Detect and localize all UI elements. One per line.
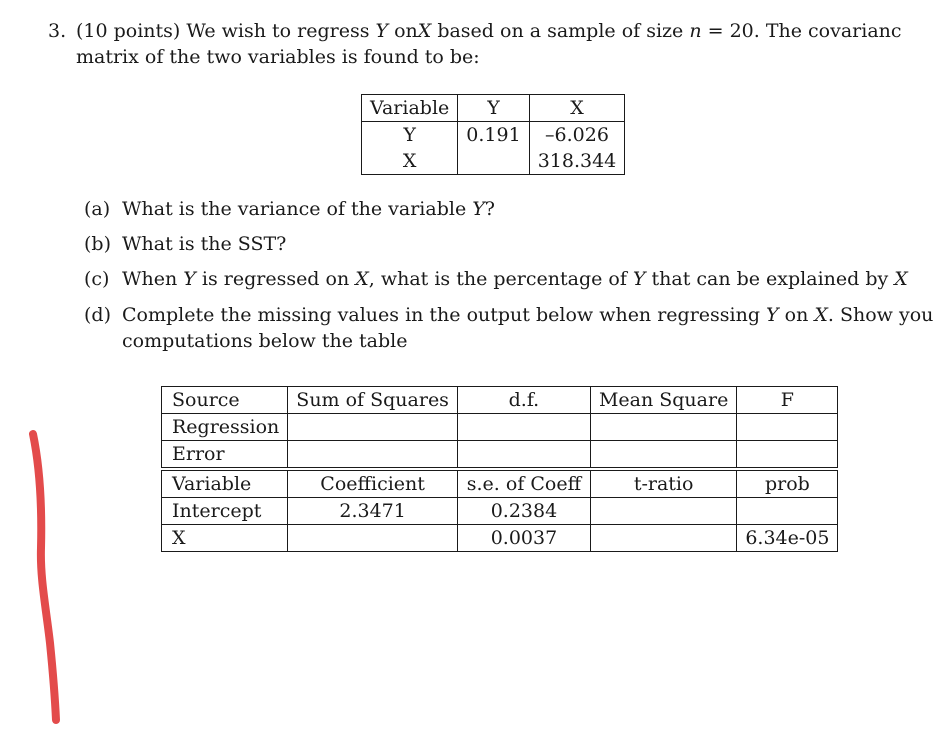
part-label: (d) (84, 304, 111, 326)
coef-cell (590, 498, 736, 525)
question-number: 3. (48, 20, 67, 42)
coef-cell: 0.2384 (457, 498, 590, 525)
part-text: Complete the missing values in the output below when regressing (122, 304, 767, 326)
anova-cell (590, 441, 736, 470)
anova-cell: Error (162, 441, 288, 470)
cov-header-cell: Y (458, 95, 529, 122)
cov-cell (458, 148, 529, 175)
math-var: Y (183, 268, 196, 290)
math-var: X (417, 20, 432, 42)
part-a (84, 196, 495, 222)
anova-cell (737, 414, 838, 441)
covariance-table (361, 94, 625, 175)
math-var: X (355, 268, 369, 290)
anova-header-cell: F (737, 387, 838, 414)
coef-cell: X (162, 525, 288, 552)
part-b (84, 231, 286, 257)
part-text: that can be explained by (645, 268, 895, 290)
coef-row (162, 498, 838, 525)
coef-row (162, 525, 838, 552)
anova-header-cell: Sum of Squares (288, 387, 458, 414)
covariance-row (362, 122, 625, 149)
anova-header-cell: Mean Square (590, 387, 736, 414)
math-var: X (894, 268, 908, 290)
coef-cell (288, 525, 458, 552)
part-label: (c) (84, 268, 110, 290)
anova-cell (457, 414, 590, 441)
part-text: is regressed on (195, 268, 356, 290)
anova-header-cell: Source (162, 387, 288, 414)
part-label: (b) (84, 233, 111, 255)
marker-path (33, 434, 56, 720)
question-text: based on a sample of size (431, 20, 690, 42)
coef-cell: 6.34e-05 (737, 525, 838, 552)
red-marker-stroke (22, 428, 72, 728)
covariance-row (362, 148, 625, 175)
anova-cell (288, 441, 458, 470)
question-text: on (388, 20, 418, 42)
cov-cell: –6.026 (529, 122, 625, 149)
part-d-line-2: computations below the table (122, 330, 408, 352)
part-text: . Show you (827, 304, 933, 326)
coef-header-cell: s.e. of Coeff (457, 469, 590, 498)
anova-header-row (162, 387, 838, 414)
part-text: ? (484, 198, 495, 220)
cov-cell: 318.344 (529, 148, 625, 175)
part-text: on (778, 304, 815, 326)
coef-cell: 2.3471 (288, 498, 458, 525)
part-text: What is the variance of the variable (122, 198, 473, 220)
math-var: n (689, 20, 702, 42)
cov-cell: 0.191 (458, 122, 529, 149)
anova-cell (288, 414, 458, 441)
anova-row (162, 414, 838, 441)
cov-cell: Y (362, 122, 458, 149)
anova-row (162, 441, 838, 470)
coef-header-row (162, 469, 838, 498)
coef-header-cell: Variable (162, 469, 288, 498)
anova-cell (737, 441, 838, 470)
cov-header-cell: Variable (362, 95, 458, 122)
coef-cell (737, 498, 838, 525)
math-var: Y (375, 20, 389, 42)
part-d (84, 302, 933, 328)
cov-cell: X (362, 148, 458, 175)
part-text: , what is the percentage of (368, 268, 633, 290)
math-var: Y (632, 268, 646, 290)
part-text: When (122, 268, 184, 290)
anova-cell (457, 441, 590, 470)
part-text: What is the SST? (122, 233, 287, 255)
question-line-2: matrix of the two variables is found to be: (76, 46, 480, 68)
part-c (84, 266, 908, 292)
coef-header-cell: prob (737, 469, 838, 498)
math-var: Y (472, 198, 485, 220)
coef-header-cell: t-ratio (590, 469, 736, 498)
coef-cell: Intercept (162, 498, 288, 525)
anova-header-cell: d.f. (457, 387, 590, 414)
cov-header-cell: X (529, 95, 625, 122)
anova-cell (590, 414, 736, 441)
anova-cell: Regression (162, 414, 288, 441)
coef-cell: 0.0037 (457, 525, 590, 552)
question-text: = 20. The covarianc (701, 20, 902, 42)
coef-header-cell: Coefficient (288, 469, 458, 498)
math-var: X (814, 304, 828, 326)
covariance-header-row (362, 95, 625, 122)
question-text: (10 points) We wish to regress (76, 20, 376, 42)
regression-output-table (161, 386, 838, 552)
part-label: (a) (84, 198, 111, 220)
math-var: Y (766, 304, 779, 326)
question-line-1 (76, 18, 902, 44)
coef-cell (590, 525, 736, 552)
